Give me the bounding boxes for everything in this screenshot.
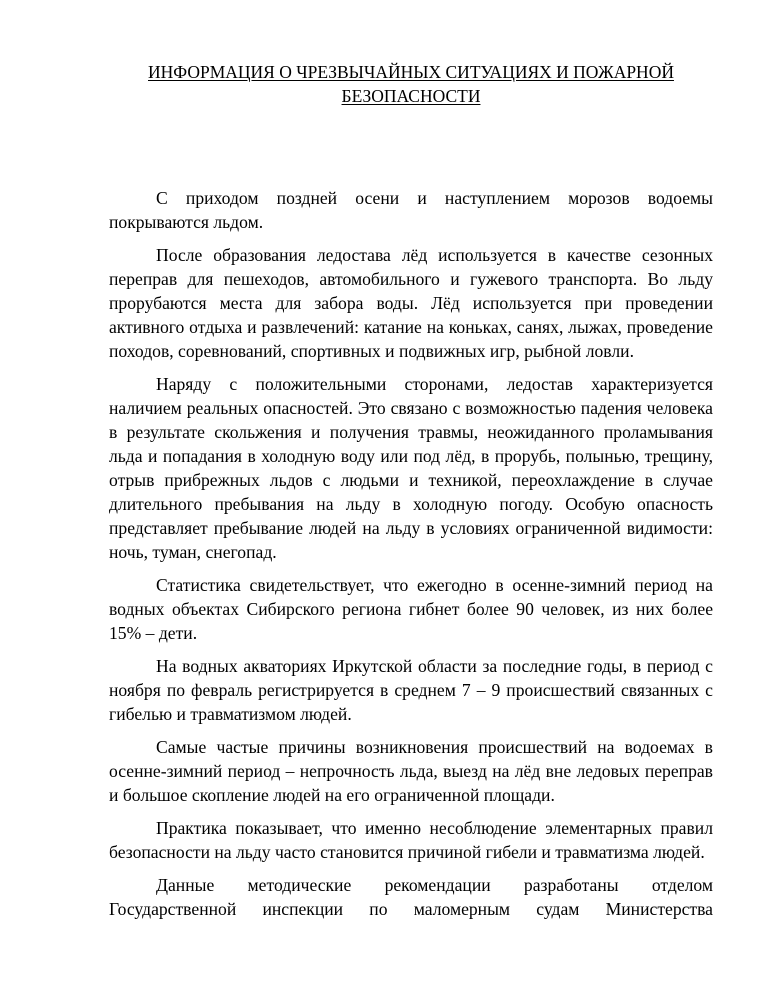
paragraph-6: Самые частые причины возникновения происшествий на водоемах в осенне-зимний период – непрочность льда, выезд на лёд вне ледовых переправ и большое скопление людей на его ограниченной площади. <box>109 737 713 805</box>
paragraph-2: После образования ледостава лёд используется в качестве сезонных переправ для пешеходов, автомобильного и гужевого транспорта. Во льду прорубаются места для забора воды. Лёд используется при проведении активного отдыха и развлечений: катание на коньках, санях, лыжах, проведение походов, соревнований, спортивных и подвижных игр, рыбной ловли. <box>109 245 713 361</box>
paragraph-3: Наряду с положительными сторонами, ледостав характеризуется наличием реальных опасностей. Это связано с возможностью падения человека в результате скольжения и получения травмы, неожиданного проламывания льда и попадания в холодную воду или под лёд, в прорубь, полынью, трещину, отрыв прибрежных льдов с людьми и техникой, переохлаждение в случае длительного пребывания на льду в холодную погоду. Особую опасность представляет пребывание людей на льду в условиях ограниченной видимости: ночь, туман, снегопад. <box>109 374 713 562</box>
paragraph-4: Статистика свидетельствует, что ежегодно в осенне-зимний период на водных объектах Сибирского региона гибнет более 90 человек, из них более 15% – дети. <box>109 575 713 643</box>
paragraph-7: Практика показывает, что именно несоблюдение элементарных правил безопасности на льду часто становится причиной гибели и травматизма людей. <box>109 818 713 862</box>
title-block <box>109 60 713 108</box>
paragraph-8: Данные методические рекомендации разработаны отделом Государственной инспекции по маломерным судам Министерства <box>109 875 713 919</box>
document-body <box>109 186 713 930</box>
paragraph-5: На водных акваториях Иркутской области за последние годы, в период с ноября по февраль регистрируется в среднем 7 – 9 происшествий связанных с гибелью и травматизмом людей. <box>109 656 713 724</box>
paragraph-1: С приходом поздней осени и наступлением морозов водоемы покрываются льдом. <box>109 188 713 232</box>
page-title: ИНФОРМАЦИЯ О ЧРЕЗВЫЧАЙНЫХ СИТУАЦИЯХ И ПОЖАРНОЙ БЕЗОПАСНОСТИ <box>148 62 674 106</box>
